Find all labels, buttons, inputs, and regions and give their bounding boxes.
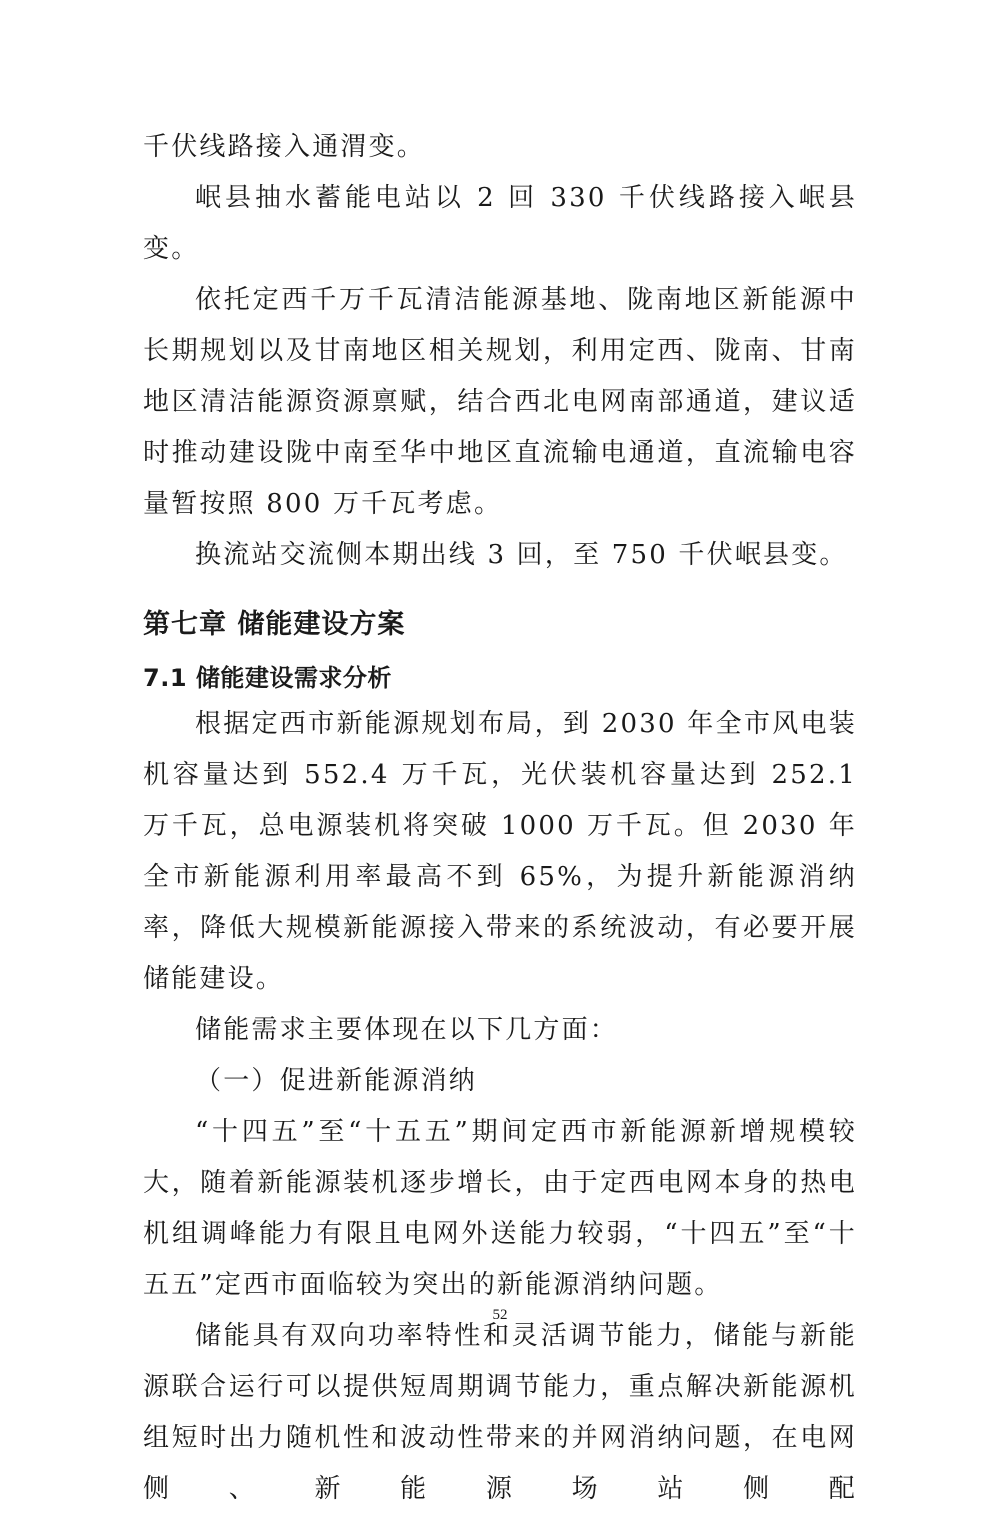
page-number: 52 <box>492 1307 508 1323</box>
paragraph: 依托定西千万千瓦清洁能源基地、陇南地区新能源中长期规划以及甘南地区相关规划，利用定西、陇南、甘南地区清洁能源资源禀赋，结合西北电网南部通道，建议适时推动建设陇中南至华中地区直流输电通道，直流输电容量暂按照 800 万千瓦考虑。 <box>143 285 857 519</box>
paragraph: 岷县抽水蓄能电站以 2 回 330 千伏线路接入岷县变。 <box>143 183 857 264</box>
paragraph: “十四五”至“十五五”期间定西市新能源新增规模较大，随着新能源装机逐步增长，由于定西电网本身的热电机组调峰能力有限且电网外送能力较弱，“十四五”至“十五五”定西市面临较为突出的新能源消纳问题。 <box>143 1117 857 1300</box>
paragraph: 根据定西市新能源规划布局，到 2030 年全市风电装机容量达到 552.4 万千瓦，光伏装机容量达到 252.1 万千瓦，总电源装机将突破 1000 万千瓦。但 2030 年全市新能源利用率最高不到 65%，为提升新能源消纳率，降低大规模新能源接入带来的系统波动，有必要开展储能建设。 <box>143 709 857 994</box>
chapter-title: 第七章 储能建设方案 <box>143 609 406 640</box>
paragraph: 换流站交流侧本期出线 3 回，至 750 千伏岷县变。 <box>195 540 848 570</box>
subheading: （一）促进新能源消纳 <box>195 1066 478 1096</box>
section-title: 7.1 储能建设需求分析 <box>143 664 392 692</box>
paragraph: 储能具有双向功率特性和灵活调节能力，储能与新能源联合运行可以提供短周期调节能力，重点解决新能源机组短时出力随机性和波动性带来的并网消纳问题，在电网侧、新能源场站侧配 <box>143 1321 857 1504</box>
paragraph: 储能需求主要体现在以下几方面： <box>195 1015 619 1045</box>
paragraph: 千伏线路接入通渭变。 <box>143 132 426 162</box>
